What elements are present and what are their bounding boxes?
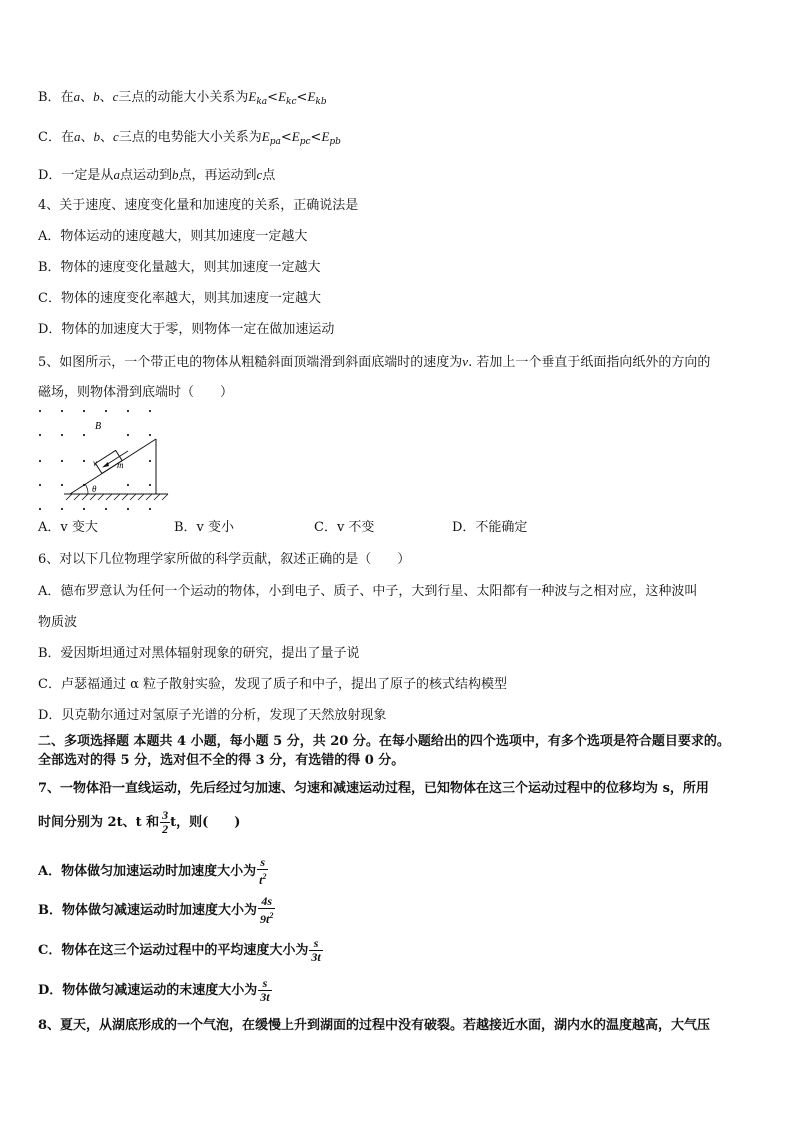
label-m: m [117, 460, 124, 470]
q3-option-b [38, 88, 327, 111]
q3-option-d [38, 166, 275, 185]
q3-d-text1: 点运动到 [119, 168, 172, 183]
subscript-pa: pa [269, 137, 281, 147]
symbol-c: c [112, 89, 119, 104]
angle-arc [85, 484, 88, 494]
label-B: B [95, 421, 102, 432]
denominator [257, 870, 268, 887]
q3-c-prefix: C．在 [38, 130, 74, 145]
less-than: < [310, 130, 322, 145]
denominator-base: t [259, 873, 263, 887]
numerator: 4s [258, 895, 275, 909]
symbol-b: b [171, 167, 179, 182]
denominator [258, 909, 275, 926]
q7-stem-line1: 7、一物体沿一直线运动，先后经过匀加速、匀速和减速运动过程，已知物体在这三个运动过程中的位移均为 s，所用 [38, 781, 709, 796]
q4-stem: 4、关于速度、速度变化量和加速度的关系，正确说法是 [38, 198, 359, 213]
symbol-a: a [73, 129, 81, 144]
subscript-pc: pc [299, 137, 311, 147]
subscript-kb: kb [315, 97, 327, 107]
q7-stem-line2 [38, 808, 240, 838]
q7-option-d [38, 977, 272, 1005]
separator: 、 [99, 130, 113, 145]
separator: 、 [80, 90, 94, 105]
q3-c-text: 三点的电势能大小关系为 [118, 130, 262, 145]
subscript-kc: kc [286, 97, 297, 107]
exponent: 2 [262, 872, 267, 881]
q7-d-text: D．物体做匀减速运动的末速度大小为 [38, 983, 258, 998]
q6-option-a-line1: A．德布罗意认为任何一个运动的物体，小到电子、质子、中子，大到行星、太阳都有一种波与之相对应，这种波叫 [38, 584, 698, 599]
fraction-3-over-2 [160, 809, 170, 836]
denominator-base: 9t [260, 912, 270, 926]
q4-option-b: B．物体的速度变化量越大，则其加速度一定越大 [38, 260, 321, 275]
symbol-E: E [321, 129, 330, 144]
q5-stem-line1 [38, 353, 710, 372]
q4-option-d: D．物体的加速度大于零，则物体一定在做加速运动 [38, 322, 335, 337]
numerator: s [258, 977, 271, 991]
q6-option-b: B．爱因斯坦通过对黑体辐射现象的研究，提出了量子说 [38, 646, 360, 661]
symbol-E: E [307, 89, 316, 104]
q7-stem2-prefix: 时间分别为 2t、t 和 [38, 815, 160, 830]
q5-stem-prefix: 5、如图所示，一个带正电的物体从粗糙斜面顶端滑到斜面底端时的速度为 [38, 355, 463, 370]
exponent: 2 [269, 911, 274, 920]
symbol-c: c [112, 129, 119, 144]
q7-c-text: C．物体在这三个运动过程中的平均速度大小为 [38, 943, 309, 958]
separator: 、 [80, 130, 94, 145]
symbol-E: E [261, 129, 270, 144]
denominator: 2 [162, 822, 169, 836]
denominator: 3t [260, 990, 270, 1004]
symbol-v: v [462, 354, 469, 369]
label-theta: θ [92, 484, 97, 494]
symbol-E: E [278, 89, 287, 104]
q3-b-text: 三点的动能大小关系为 [118, 90, 249, 105]
q6-option-c: C．卢瑟福通过 α 粒子散射实验，发现了质子和中子，提出了原子的核式结构模型 [38, 677, 507, 692]
fraction-4s-over-9t2 [258, 895, 275, 926]
q3-d-text2: 点，再运动到 [178, 168, 257, 183]
symbol-c: c [256, 167, 263, 182]
ground-hatching [66, 494, 168, 500]
fraction-s-over-3t [309, 937, 322, 964]
q7-option-a [38, 856, 268, 887]
numerator: s [309, 937, 322, 951]
q3-d-suffix: 点 [262, 168, 276, 183]
q5-options [38, 519, 758, 537]
less-than: < [280, 130, 292, 145]
subscript-ka: ka [256, 97, 268, 107]
symbol-a: a [73, 89, 81, 104]
q5-option-a: A．v 变大 [38, 520, 98, 535]
symbol-b: b [93, 129, 100, 144]
less-than: < [296, 90, 308, 105]
separator: 、 [99, 90, 113, 105]
symbol-a: a [113, 167, 120, 182]
section2-instructions-line2: 全部选对的得 5 分，选对但不全的得 3 分，有选错的得 0 分。 [38, 753, 405, 768]
q5-option-d: D．不能确定 [452, 520, 528, 535]
q3-d-prefix: D．一定是从 [38, 168, 114, 183]
incline-magnetic-field-figure [34, 404, 174, 516]
subscript-pb: pb [329, 137, 341, 147]
q4-option-a: A．物体运动的速度越大，则其加速度一定越大 [38, 229, 308, 244]
q6-option-d: D．贝克勒尔通过对氢原子光谱的分析，发现了天然放射现象 [38, 708, 387, 723]
q7-option-b [38, 895, 275, 926]
symbol-E: E [291, 129, 300, 144]
q7-b-text: B．物体做匀减速运动时加速度大小为 [38, 903, 257, 918]
fraction-s-over-t2 [257, 856, 268, 887]
q6-option-a-line2: 物质波 [38, 615, 78, 630]
q4-option-c: C．物体的速度变化率越大，则其加速度一定越大 [38, 291, 321, 306]
numerator: s [257, 856, 268, 870]
denominator: 3t [311, 950, 321, 964]
q8-stem: 8、夏天，从湖底形成的一个气泡，在缓慢上升到湖面的过程中没有破裂。若越接近水面，湖内水的温度越高，大气压 [38, 1018, 711, 1033]
q5-stem-line2: 磁场，则物体滑到底端时（ ） [38, 385, 234, 400]
q7-option-c [38, 937, 323, 965]
q3-option-c [38, 128, 341, 151]
q7-a-text: A．物体做匀加速运动时加速度大小为 [38, 864, 257, 879]
symbol-E: E [248, 89, 257, 104]
q5-option-c: C．v 不变 [314, 520, 375, 535]
symbol-b: b [93, 89, 100, 104]
numerator: 3 [162, 808, 169, 822]
q6-stem: 6、对以下几位物理学家所做的科学贡献，叙述正确的是（ ） [38, 552, 411, 567]
label-v: v [93, 458, 97, 468]
q5-stem-suffix: . 若加上一个垂直于纸面指向纸外的方向的 [468, 355, 711, 370]
q3-b-prefix: B．在 [38, 90, 74, 105]
less-than: < [267, 90, 279, 105]
q7-stem2-suffix: t，则( ) [170, 815, 241, 830]
q5-option-b: B．v 变小 [174, 520, 235, 535]
section2-instructions-line1: 二、多项选择题 本题共 4 小题，每小题 5 分，共 20 分。在每小题给出的四个选项中，有多个选项是符合题目要求的。 [38, 734, 730, 749]
fraction-s-over-3t [258, 977, 271, 1004]
